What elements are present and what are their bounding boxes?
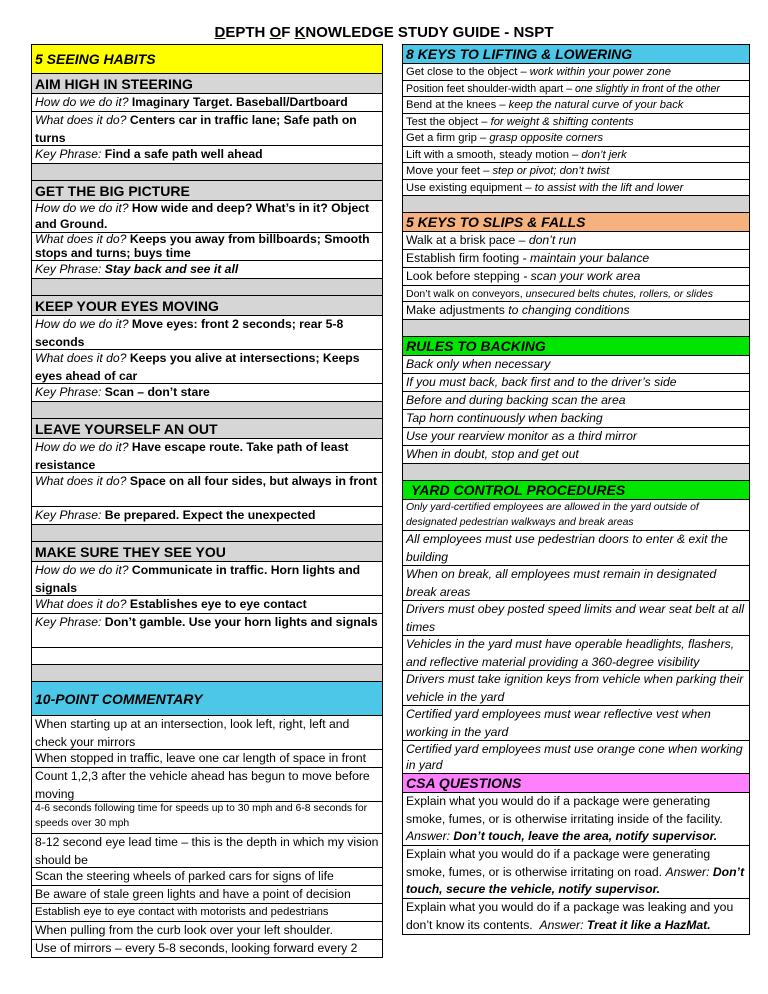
commentary-item: Establish eye to eye contact with motorists and pedestrians <box>31 904 383 922</box>
habit-title: AIM HIGH IN STEERING <box>31 74 383 94</box>
csa-answer: Treat it like a HazMat. <box>586 917 711 932</box>
slips-text: Make adjustments <box>406 303 505 317</box>
slips-header: 5 KEYS TO SLIPS & FALLS <box>402 213 750 232</box>
lifting-item <box>402 81 750 98</box>
spacer-row <box>31 164 383 181</box>
slips-text: Establish firm footing <box>406 251 520 265</box>
slips-item <box>402 286 750 302</box>
key-text: Find a safe path well ahead <box>104 147 263 161</box>
seeing-habits-header: 5 SEEING HABITS <box>31 45 383 74</box>
csa-question: Explain what you would do if a package were generating smoke, fumes, or is otherwise irritating on road. <box>406 847 711 879</box>
key-text: Stay back and see it all <box>104 262 239 276</box>
habit-key <box>31 146 383 164</box>
title-part: F <box>281 24 295 41</box>
habit-how <box>31 201 383 233</box>
lifting-text: Use existing equipment <box>406 181 523 194</box>
slips-item <box>402 302 750 320</box>
csa-item <box>402 899 750 935</box>
backing-item: When in doubt, stop and get out <box>402 446 750 464</box>
csa-question: Explain what you would do if a package were generating smoke, fumes, or is otherwise irritating inside of the facility. <box>406 794 723 826</box>
what-text: Centers car in traffic lane; Safe path on turns <box>35 113 357 145</box>
csa-header: CSA QUESTIONS <box>402 774 750 793</box>
commentary-item: Use of mirrors – every 5-8 seconds, looking forward every 2 <box>31 940 383 958</box>
habit-what <box>31 112 383 146</box>
lifting-item <box>402 130 750 147</box>
how-text: Communicate in traffic. Horn lights and signals <box>35 563 361 595</box>
csa-item <box>402 846 750 899</box>
habit-key <box>31 614 383 648</box>
spacer-row <box>31 648 383 665</box>
how-label: How do we do it? <box>35 440 129 454</box>
commentary-item: 4-6 seconds following time for speeds up to 30 mph and 6-8 seconds for speeds over 30 mph <box>31 802 383 834</box>
commentary-item: When starting up at an intersection, look left, right, left and check your mirrors <box>31 716 383 750</box>
csa-answer: Don’t touch, secure the vehicle, notify supervisor. <box>406 864 745 896</box>
answer-label: Answer: <box>539 917 584 932</box>
lifting-text: Lift with a smooth, steady motion <box>406 148 569 161</box>
right-column <box>402 44 750 935</box>
slips-detail: unsecured belts chutes, rollers, or slides <box>525 288 713 300</box>
yard-item: Certified yard employees must use orange cone when working in yard <box>402 741 750 774</box>
lifting-header: 8 KEYS TO LIFTING & LOWERING <box>402 45 750 64</box>
how-label: How do we do it? <box>35 201 129 215</box>
key-text: Don’t gamble. Use your horn lights and signals <box>104 615 378 629</box>
what-label: What does it do? <box>35 597 127 611</box>
csa-answer: Don’t touch, leave the area, notify supervisor. <box>453 829 718 843</box>
page-title <box>0 24 768 41</box>
key-label: Key Phrase: <box>35 385 102 399</box>
answer-label: Answer: <box>665 864 710 879</box>
commentary-item: Count 1,2,3 after the vehicle ahead has begun to move before moving <box>31 768 383 802</box>
left-column <box>31 44 383 958</box>
yard-item: All employees must use pedestrian doors to enter & exit the building <box>402 531 750 566</box>
title-part: EPTH <box>225 24 270 41</box>
yard-header: YARD CONTROL PROCEDURES <box>402 481 750 500</box>
lifting-detail: – keep the natural curve of your back <box>499 99 684 111</box>
key-label: Key Phrase: <box>35 615 102 629</box>
commentary-item: Be aware of stale green lights and have a point of decision <box>31 886 383 904</box>
commentary-item: When stopped in traffic, leave one car length of space in front <box>31 750 383 768</box>
lifting-detail: – for weight & shifting contents <box>481 115 634 128</box>
csa-question: Explain what you would do if a package was leaking and you don’t know its contents. <box>406 900 734 932</box>
what-text: Keeps you alive at intersections; Keeps eyes ahead of car <box>35 351 360 383</box>
lifting-text: Get a firm grip <box>406 132 477 144</box>
slips-detail: to changing conditions <box>508 303 630 317</box>
title-part: NOWLEDGE STUDY GUIDE - NSPT <box>305 24 554 41</box>
what-text: Space on all four sides, but always in front <box>129 474 378 488</box>
lifting-detail: – to assist with the lift and lower <box>525 181 684 194</box>
slips-text: Look before stepping <box>406 269 520 283</box>
backing-item: Tap horn continuously when backing <box>402 410 750 428</box>
lifting-detail: – work within your power zone <box>520 66 671 78</box>
habit-title: LEAVE YOURSELF AN OUT <box>31 419 383 439</box>
what-text: Keeps you away from billboards; Smooth stops and turns; buys time <box>35 233 370 260</box>
slips-item <box>402 268 750 286</box>
slips-item <box>402 232 750 250</box>
lifting-detail: – don’t jerk <box>572 148 627 161</box>
key-label: Key Phrase: <box>35 508 102 522</box>
commentary-header: 10-POINT COMMENTARY <box>31 682 383 716</box>
lifting-item <box>402 114 750 131</box>
key-text: Scan – don’t stare <box>104 385 210 399</box>
what-text: Establishes eye to eye contact <box>129 597 307 611</box>
habit-key <box>31 384 383 402</box>
lifting-item <box>402 180 750 197</box>
spacer-row <box>402 320 750 337</box>
title-o: O <box>269 24 282 41</box>
lifting-text: Move your feet <box>406 165 480 177</box>
lifting-item <box>402 163 750 180</box>
how-text: Move eyes: front 2 seconds; rear 5-8 seconds <box>35 317 344 349</box>
spacer-row <box>31 279 383 296</box>
key-label: Key Phrase: <box>35 147 102 161</box>
slips-detail: - scan your work area <box>523 269 641 283</box>
how-label: How do we do it? <box>35 95 129 109</box>
slips-text: Walk at a brisk pace <box>406 233 516 247</box>
spacer-row <box>402 196 750 213</box>
habit-title: KEEP YOUR EYES MOVING <box>31 296 383 316</box>
lifting-item <box>402 97 750 114</box>
lifting-item <box>402 147 750 164</box>
yard-item: Drivers must obey posted speed limits and wear seat belt at all times <box>402 601 750 636</box>
yard-item: When on break, all employees must remain in designated break areas <box>402 566 750 601</box>
lifting-text: Get close to the object <box>406 66 518 78</box>
spacer-row <box>31 665 383 682</box>
slips-detail: - maintain your balance <box>522 251 650 265</box>
how-text: Have escape route. Take path of least resistance <box>35 440 349 472</box>
backing-item: Use your rearview monitor as a third mirror <box>402 428 750 446</box>
what-label: What does it do? <box>35 474 127 488</box>
how-text: Imaginary Target. Baseball/Dartboard <box>131 95 348 109</box>
lifting-text: Test the object <box>406 115 479 128</box>
key-text: Be prepared. Expect the unexpected <box>104 508 316 522</box>
slips-item <box>402 250 750 268</box>
commentary-item: 8-12 second eye lead time – this is the depth in which my vision should be <box>31 834 383 868</box>
backing-item: If you must back, back first and to the driver’s side <box>402 374 750 392</box>
habit-title: GET THE BIG PICTURE <box>31 181 383 201</box>
yard-item: Drivers must take ignition keys from vehicle when parking their vehicle in the yard <box>402 671 750 706</box>
what-label: What does it do? <box>35 351 127 365</box>
what-label: What does it do? <box>35 233 127 246</box>
lifting-item <box>402 64 750 81</box>
habit-what <box>31 233 383 261</box>
commentary-item: When pulling from the curb look over your left shoulder. <box>31 922 383 940</box>
habit-how <box>31 562 383 596</box>
backing-item: Before and during backing scan the area <box>402 392 750 410</box>
lifting-detail: – one slightly in front of the other <box>566 82 720 95</box>
key-label: Key Phrase: <box>35 262 102 276</box>
yard-item: Only yard-certified employees are allowed in the yard outside of designated pedestrian walkways and break areas <box>402 500 750 531</box>
habit-title: MAKE SURE THEY SEE YOU <box>31 542 383 562</box>
spacer-row <box>31 402 383 419</box>
lifting-detail: – step or pivot; don’t twist <box>483 165 610 177</box>
how-label: How do we do it? <box>35 317 129 331</box>
habit-what <box>31 473 383 507</box>
what-label: What does it do? <box>35 113 127 127</box>
habit-key <box>31 261 383 279</box>
answer-label: Answer: <box>406 829 451 843</box>
lifting-detail: – grasp opposite corners <box>479 132 604 144</box>
slips-text: Don’t walk on conveyors, <box>406 288 523 300</box>
slips-detail: – don’t run <box>518 233 577 247</box>
commentary-item: Scan the steering wheels of parked cars for signs of life <box>31 868 383 886</box>
yard-item: Vehicles in the yard must have operable headlights, flashers, and reflective material providing a 360-degree visibility <box>402 636 750 671</box>
habit-how <box>31 439 383 473</box>
habit-how <box>31 316 383 350</box>
how-text: How wide and deep? What’s in it? Object and Ground. <box>35 201 370 231</box>
spacer-row <box>31 525 383 542</box>
how-label: How do we do it? <box>35 563 129 577</box>
habit-how <box>31 94 383 112</box>
habit-what <box>31 350 383 384</box>
backing-header: RULES TO BACKING <box>402 337 750 356</box>
spacer-row <box>402 464 750 481</box>
csa-item <box>402 793 750 846</box>
yard-item: Certified yard employees must wear reflective vest when working in the yard <box>402 706 750 741</box>
habit-key <box>31 507 383 525</box>
lifting-text: Position feet shoulder-width apart <box>406 82 564 95</box>
habit-what <box>31 596 383 614</box>
lifting-text: Bend at the knees <box>406 99 497 111</box>
title-d: D <box>214 24 226 41</box>
title-k: K <box>294 24 306 41</box>
backing-item: Back only when necessary <box>402 356 750 374</box>
